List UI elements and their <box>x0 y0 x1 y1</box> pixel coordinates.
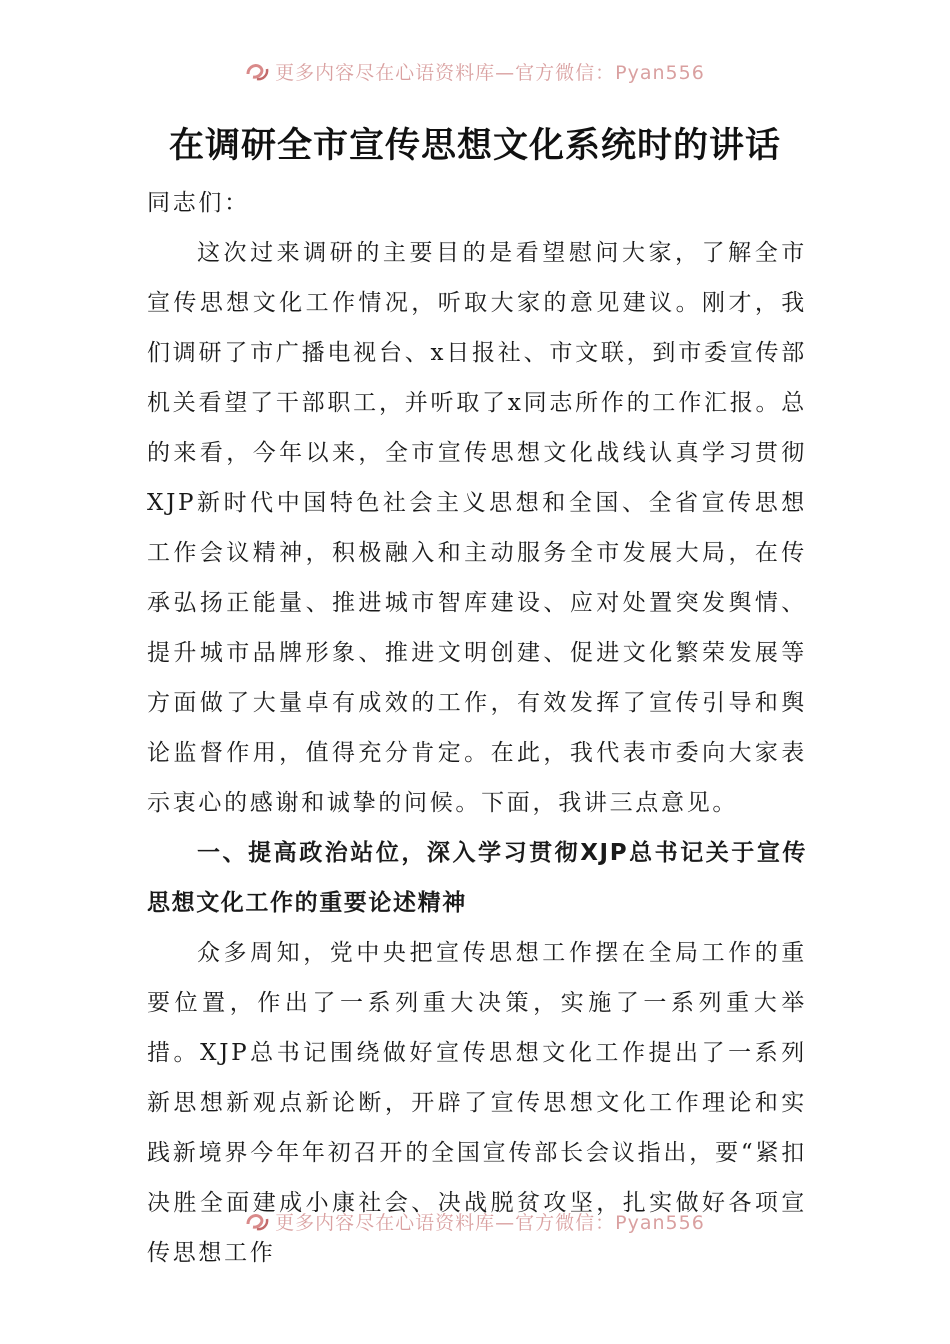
watermark-logo-icon <box>245 60 271 87</box>
salutation: 同志们： <box>147 190 250 216</box>
watermark-footer <box>0 1208 950 1237</box>
paragraph-1: 这次过来调研的主要目的是看望慰问大家，了解全市宣传思想文化工作情况，听取大家的意见建议。刚才，我们调研了市广播电视台、x日报社、市文联，到市委宣传部机关看望了干部职工，并听取了x同志所作的工作汇报。总的来看，今年以来，全市宣传思想文化战线认真学习贯彻XJP新时代中国特色社会主义思想和全国、全省宣传思想工作会议精神，积极融入和主动服务全市发展大局，在传承弘扬正能量、推进城市智库建设、应对处置突发舆情、提升城市品牌形象、推进文明创建、促进文化繁荣发展等方面做了大量卓有成效的工作，有效发挥了宣传引导和舆论监督作用，值得充分肯定。在此，我代表市委向大家表示衷心的感谢和诚挚的问候。下面，我讲三点意见。 <box>147 240 807 816</box>
watermark-text: 更多内容尽在心语资料库—官方微信：Pyan556 <box>275 62 705 84</box>
section-heading-1: 一、提高政治站位，深入学习贯彻XJP总书记关于宣传思想文化工作的重要论述精神 <box>147 840 807 916</box>
watermark-text: 更多内容尽在心语资料库—官方微信：Pyan556 <box>275 1212 705 1234</box>
document-title: 在调研全市宣传思想文化系统时的讲话 <box>168 125 781 166</box>
paragraph-2: 众多周知，党中央把宣传思想工作摆在全局工作的重要位置，作出了一系列重大决策，实施了一系列重大举措。XJP总书记围绕做好宣传思想文化工作提出了一系列新思想新观点新论断，开辟了宣传思想文化工作理论和实践新境界今年年初召开的全国宣传部长会议指出，要“紧扣决胜全面建成小康社会、决战脱贫攻坚，扎实做好各项宣传思想工作 <box>147 940 807 1266</box>
document-body <box>147 178 807 1278</box>
watermark-header <box>0 58 950 87</box>
watermark-logo-icon <box>245 1210 271 1237</box>
